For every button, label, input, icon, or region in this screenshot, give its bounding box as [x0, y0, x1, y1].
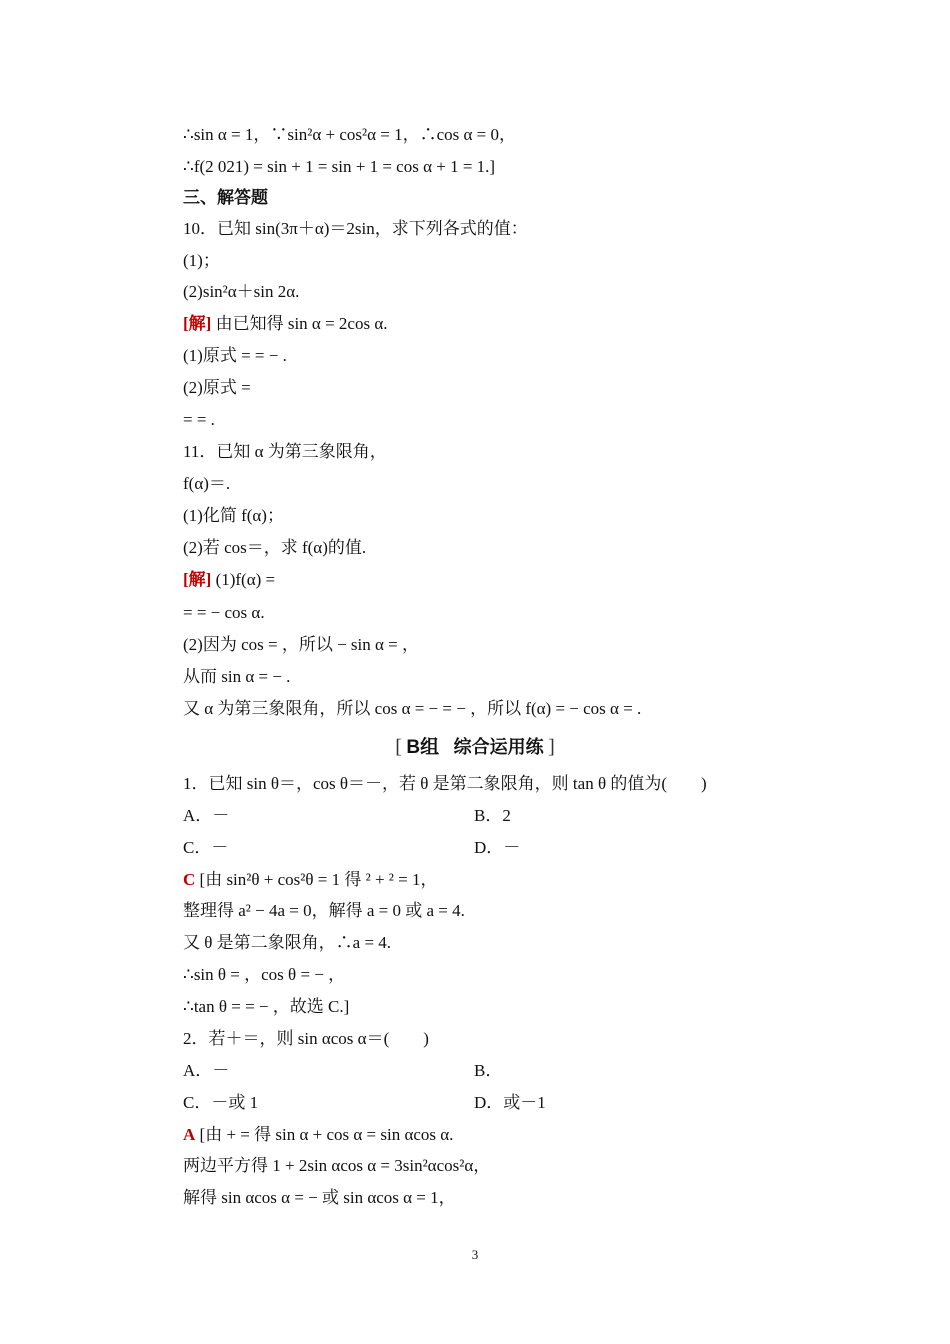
- option-d: D．－: [474, 838, 521, 857]
- question-1-stem: 1．已知 sin θ＝，cos θ＝－，若 θ 是第二象限角，则 tan θ 的值为( ): [183, 774, 707, 793]
- option-a: A．－: [183, 806, 230, 825]
- text-line: 从而 sin α = − .: [183, 667, 291, 686]
- solution-line: [183, 313, 387, 335]
- option-c: C．－或 1: [183, 1093, 259, 1112]
- solution-label: [解]: [183, 314, 212, 333]
- solution-text: 由已知得 sin α = 2cos α.: [211, 314, 388, 333]
- answer-letter: A: [183, 1125, 196, 1144]
- question-2-stem: 2．若＋＝，则 sin αcos α＝( ): [183, 1029, 429, 1048]
- page-number: 3: [471, 1247, 479, 1262]
- text-line: (2)原式 =: [183, 378, 251, 397]
- solution-line: [183, 569, 275, 591]
- solution-text: [由 sin²θ + cos²θ = 1 得 ² + ² = 1，: [195, 870, 438, 889]
- text-line: (2)因为 cos = ，所以 − sin α = ，: [183, 635, 419, 654]
- solution-label: [解]: [183, 570, 212, 589]
- text-line: (1)化简 f(α)；: [183, 506, 284, 525]
- section-heading: 三、解答题: [183, 188, 268, 207]
- text-line: f(α)＝.: [183, 474, 231, 493]
- option-c: C．－: [183, 838, 229, 857]
- text-line: ∴tan θ = = − ，故选 C.]: [183, 997, 350, 1016]
- text-line: (2)sin²α＋sin 2α.: [183, 282, 300, 301]
- text-line: (1)；: [183, 251, 220, 270]
- section-b-title: [0, 735, 950, 760]
- question-11-stem: 11．已知 α 为第三象限角，: [183, 442, 387, 461]
- text-line: = = .: [183, 410, 215, 429]
- text-line: ∴sin α = 1，∵sin²α + cos²α = 1，∴cos α = 0，: [183, 125, 516, 144]
- text-line: ∴f(2 021) = sin + 1 = sin + 1 = cos α + 1 = 1.]: [183, 157, 496, 176]
- text-line: 解得 sin αcos α = − 或 sin αcos α = 1，: [183, 1188, 456, 1207]
- text-line: 整理得 a² − 4a = 0，解得 a = 0 或 a = 4.: [183, 901, 465, 920]
- option-a: A．－: [183, 1061, 230, 1080]
- bracket-open: [: [395, 736, 402, 758]
- text-line: = = − cos α.: [183, 603, 265, 622]
- text-line: 又 θ 是第二象限角，∴a = 4.: [183, 933, 392, 952]
- bracket-close: ]: [548, 736, 555, 758]
- text-line: (1)原式 = = − .: [183, 346, 287, 365]
- group-title: 综合运用练: [453, 737, 544, 757]
- answer-line: [183, 869, 437, 891]
- group-label: B组: [406, 737, 440, 758]
- question-10-stem: 10．已知 sin(3π＋α)＝2sin，求下列各式的值：: [183, 219, 528, 238]
- text-line: 又 α 为第三象限角，所以 cos α = − = − ，所以 f(α) = − cos α = .: [183, 699, 642, 718]
- option-b: B．: [474, 1061, 503, 1080]
- option-d: D．或－1: [474, 1093, 546, 1112]
- option-b: B．2: [474, 806, 511, 825]
- text-line: (2)若 cos＝，求 f(α)的值.: [183, 538, 367, 557]
- answer-letter: C: [183, 870, 196, 889]
- text-line: ∴sin θ = ，cos θ = − ，: [183, 965, 346, 984]
- solution-text: [由 + = 得 sin α + cos α = sin αcos α.: [195, 1125, 454, 1144]
- solution-text: (1)f(α) =: [211, 570, 276, 589]
- answer-line: [183, 1124, 453, 1146]
- text-line: 两边平方得 1 + 2sin αcos α = 3sin²αcos²α，: [183, 1156, 491, 1175]
